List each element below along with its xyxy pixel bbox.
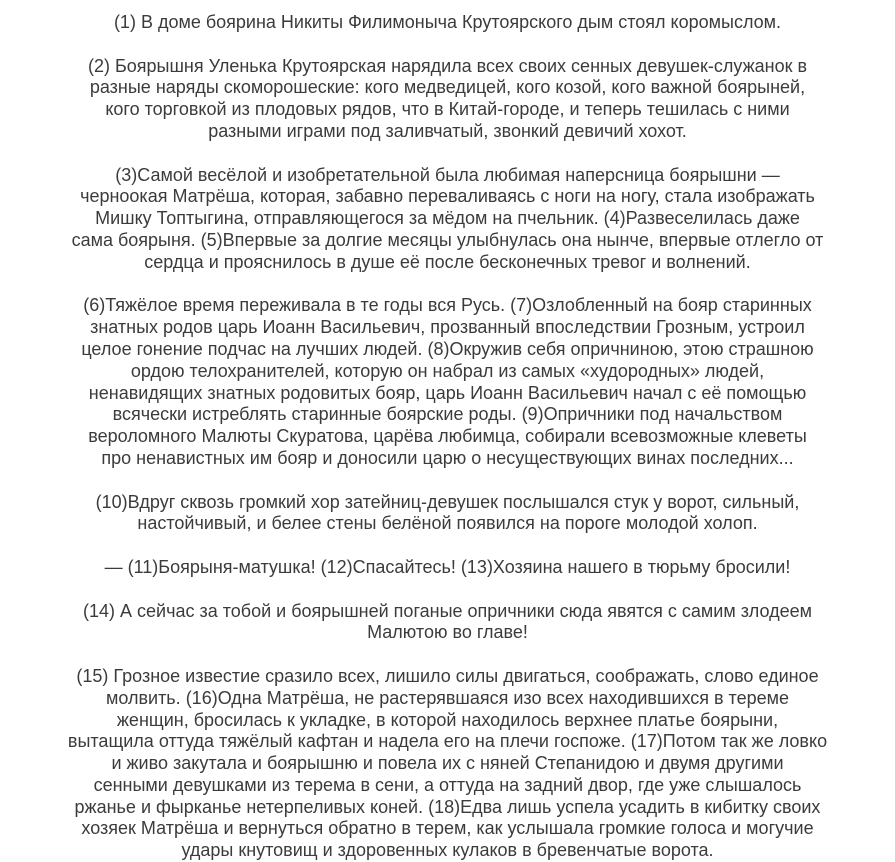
text-line: всячески истреблять старинные боярские роды. (9)Опричники под начальством (112, 404, 783, 425)
text-line: черноокая Матрёша, которая, забавно переваливаясь с ноги на ногу, стала изображать (80, 186, 815, 207)
text-line: (15) Грозное известие сразило всех, лишило силы двигаться, соображать, слово единое (76, 665, 819, 686)
text-line: (3)Самой весёлой и изобретательной была любимая наперсница боярышни — (115, 164, 780, 185)
paragraph (0, 12, 895, 34)
text-line: удары кнутовищ и здоровенных кулаков в бревенчатые ворота. (181, 840, 714, 861)
paragraph (0, 295, 895, 469)
paragraph (0, 492, 895, 536)
text-line: вытащила оттуда тяжёлый кафтан и надела его на плечи госпоже. (17)Потом так же ловко (67, 731, 828, 752)
text-line: сердца и прояснилось в душе её после бесконечных тревог и волнений. (144, 251, 751, 272)
text-line: про ненавистных им бояр и доносили царю о несуществующих винах последних... (101, 447, 794, 468)
text-line: вероломного Малюты Скуратова, царёва любимца, собирали всевозможные клеветы (88, 426, 807, 447)
text-line: (10)Вдруг сквозь громкий хор затейниц-девушек послышался стук у ворот, сильный, (95, 491, 800, 512)
paragraph (0, 601, 895, 645)
text-line: разные наряды скоморошеские: кого медведицей, кого козой, кого важной боярыней, (89, 77, 806, 98)
text-line: Мишку Топтыгина, отправляющегося за мёдом на пчельник. (4)Развеселилась даже (95, 208, 800, 229)
paragraph (0, 165, 895, 274)
text-line: (2) Боярышня Уленька Крутоярская нарядила всех своих сенных девушек-служанок в (87, 55, 808, 76)
text-line: сенными девушками из терема в сени, а оттуда на задний двор, где уже слышалось (93, 774, 802, 795)
text-line: (1) В доме боярина Никиты Филимоныча Крутоярского дым стоял коромыслом. (113, 12, 782, 32)
text-line: хозяек Матрёша и вернуться обратно в терем, как услышала громкие голоса и могучие (81, 818, 814, 839)
text-line: и живо закутала и боярышню и повела их с няней Степанидою и двумя другими (111, 753, 784, 774)
text-line: — (11)Боярыня-матушка! (12)Спасайтесь! (13)Хозяина нашего в тюрьму бросили! (104, 556, 791, 577)
text-line: Малютою во главе! (367, 622, 528, 643)
text-line: женщин, бросилась к укладке, в которой находилось верхнее платье боярыни, (116, 709, 779, 730)
text-line: кого торговкой из плодовых рядов, что в Китай-городе, и теперь тешилась с ними (105, 99, 790, 120)
paragraph (0, 56, 895, 143)
text-line: настойчивый, и белее стены белёной появился на пороге молодой холоп. (137, 513, 758, 534)
text-line: ржанье и фырканье нетерпеливых коней. (18)Едва лишь успела усадить в кибитку своих (74, 796, 821, 817)
text-line: знатных родов царь Иоанн Васильевич, прозванный впоследствии Грозным, устроил (90, 317, 805, 338)
text-line: (6)Тяжёлое время переживала в те годы вся Русь. (7)Озлобленный на бояр старинных (83, 295, 812, 316)
text-line: разными играми под заливчатый, звонкий девичий хохот. (208, 120, 687, 141)
text-line: (14) А сейчас за тобой и боярышней поганые опричники сюда явятся с самим злодеем (83, 600, 812, 621)
text-line: целое гонение подчас на лучших людей. (8)Окружив себя опричниною, этою страшною (81, 338, 814, 359)
paragraph (0, 666, 895, 862)
text-line: ненавидящих знатных родовитых бояр, царь Иоанн Васильевич начал с её помощью (88, 382, 807, 403)
paragraph (0, 557, 895, 579)
text-line: сама боярыня. (5)Впервые за долгие месяцы улыбнулась она нынче, впервые отлегло от (71, 229, 824, 250)
text-line: ордою телохранителей, которую он набрал из самых «худородных» людей, (130, 360, 765, 381)
text-line: молвить. (16)Одна Матрёша, не растерявшаяся изо всех находившихся в тереме (105, 687, 790, 708)
